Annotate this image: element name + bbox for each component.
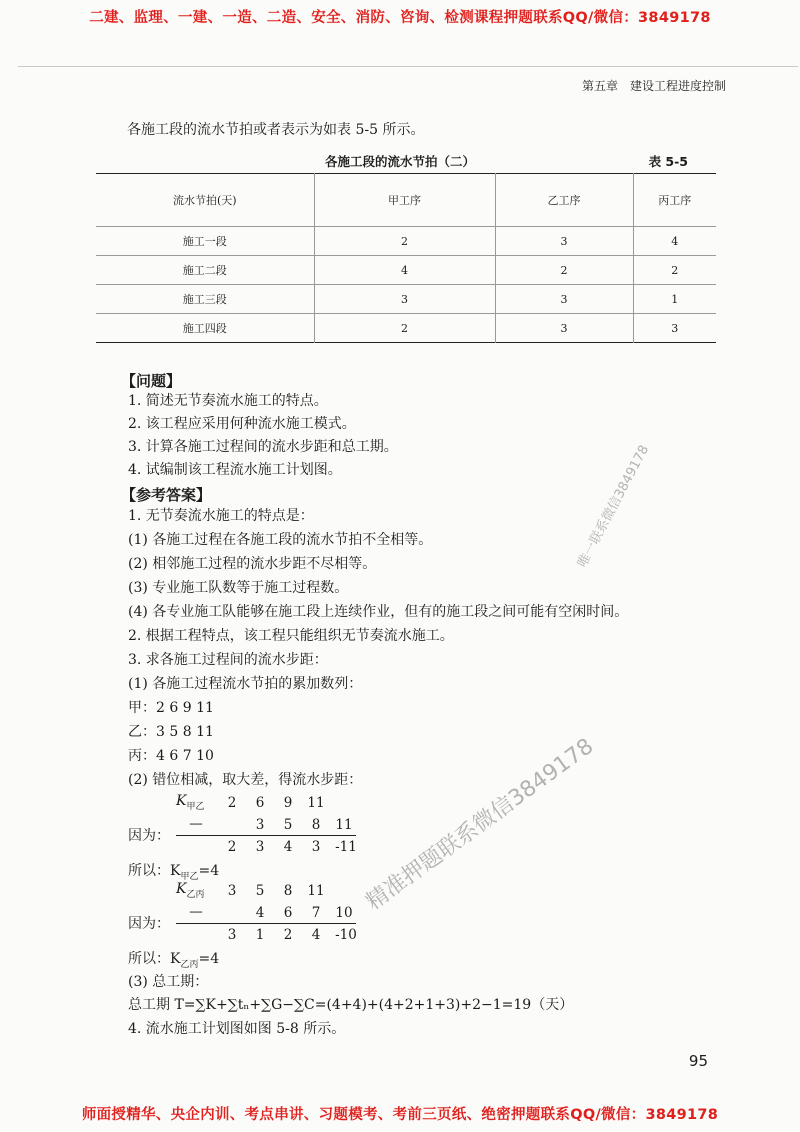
sequence-jia: 甲：2 6 9 11 (128, 700, 214, 716)
calc-minus: — (189, 816, 203, 832)
calc-result: 3 (255, 839, 265, 855)
answer-line: (1) 各施工过程流水节拍的累加数列： (128, 676, 363, 692)
table-header-row (96, 174, 716, 227)
calc-top-value: 8 (283, 883, 293, 899)
answers-heading: 【参考答案】 (121, 486, 212, 504)
answer-line: (3) 专业施工队数等于施工过程数。 (128, 580, 349, 596)
table-header-cell: 乙工序 (495, 174, 633, 227)
table-header-cell: 丙工序 (633, 174, 716, 227)
answer-last-line: 4. 流水施工计划图如图 5-8 所示。 (128, 1021, 346, 1037)
table-cell: 4 (314, 256, 495, 285)
calc-mid-value: 11 (335, 817, 353, 833)
table-cell: 2 (495, 256, 633, 285)
table-header-cell: 甲工序 (314, 174, 495, 227)
answer-line: 1. 无节奏流水施工的特点是： (128, 508, 314, 524)
table-number: 表 5-5 (648, 154, 688, 169)
intro-text: 各施工段的流水节拍或者表示为如表 5-5 所示。 (127, 122, 425, 138)
calc-result: 4 (311, 927, 321, 943)
calc-top-value: 11 (307, 883, 325, 899)
header-rule (18, 66, 798, 67)
answer-line: (4) 各专业施工队能够在施工段上连续作业，但有的施工段之间可能有空闲时间。 (128, 604, 629, 620)
sequence-yi: 乙：3 5 8 11 (128, 724, 214, 740)
table-row (96, 256, 716, 285)
calc-mid-value: 6 (283, 905, 293, 921)
sequence-bing: 丙：4 6 7 10 (128, 748, 214, 764)
answer-line: (2) 错位相减，取大差，得流水步距： (128, 772, 363, 788)
calc-result: 2 (227, 839, 237, 855)
table-cell: 3 (495, 285, 633, 314)
flow-rhythm-table (96, 173, 716, 343)
table-cell: 施工一段 (96, 227, 314, 256)
table-cell: 3 (495, 227, 633, 256)
answer-line: 3. 求各施工过程间的流水步距： (128, 652, 328, 668)
calc-mid-value: 3 (255, 817, 265, 833)
calc-top-value: 6 (255, 795, 265, 811)
calc-result: 4 (283, 839, 293, 855)
calc-minus: — (189, 904, 203, 920)
total-duration-formula: 总工期 T=∑K+∑tₙ+∑G−∑C=(4+4)+(4+2+1+3)+2−1=19（天） (128, 997, 574, 1013)
calc-result: -11 (335, 839, 357, 855)
calc-label: $K_{甲乙}$ (176, 793, 205, 812)
calc-top-value: 5 (255, 883, 265, 899)
answer-line: (2) 相邻施工过程的流水步距不尽相等。 (128, 556, 377, 572)
answer-line: (1) 各施工过程在各施工段的流水节拍不全相等。 (128, 532, 433, 548)
calc-top-value: 11 (307, 795, 325, 811)
questions-heading: 【问题】 (121, 372, 182, 390)
table-row (96, 314, 716, 343)
calc-top-value: 9 (283, 795, 293, 811)
question-item: 4. 试编制该工程流水施工计划图。 (128, 462, 342, 478)
table-header-cell: 流水节拍(天) (172, 194, 237, 207)
table-title: 各施工段的流水节拍（二） (324, 154, 475, 169)
table-cell: 2 (314, 314, 495, 343)
question-item: 3. 计算各施工过程间的流水步距和总工期。 (128, 439, 398, 455)
watermark-text: 唯一联系微信3849178 (575, 442, 653, 570)
calc-mid-value: 8 (311, 817, 321, 833)
table-cell: 施工四段 (96, 314, 314, 343)
calc-mid-value: 10 (335, 905, 353, 921)
calc-mid-value: 7 (311, 905, 321, 921)
calc-so: 所以：$K_{甲乙}=4$ (128, 863, 220, 882)
calc-result: -10 (335, 927, 357, 943)
calc-because: 因为： (128, 916, 170, 932)
calc-mid-value: 4 (255, 905, 265, 921)
table-cell: 4 (633, 227, 716, 256)
question-item: 2. 该工程应采用何种流水施工模式。 (128, 416, 356, 432)
table-cell: 2 (314, 227, 495, 256)
top-banner: 二建、监理、一建、一造、二造、安全、消防、咨询、检测课程押题联系QQ/微信：3849178 (89, 10, 711, 26)
calc-mid-value: 5 (283, 817, 293, 833)
table-cell: 1 (633, 285, 716, 314)
table-cell: 3 (633, 314, 716, 343)
calc-top-value: 2 (227, 795, 237, 811)
table-row (96, 227, 716, 256)
total-duration-heading: (3) 总工期： (128, 974, 209, 990)
table-cell: 3 (314, 285, 495, 314)
table-cell: 3 (495, 314, 633, 343)
calc-so: 所以：$K_{乙丙}=4$ (128, 951, 220, 970)
watermark-text: 精准押题联系微信3849178 (361, 733, 599, 916)
calc-result: 1 (255, 927, 265, 943)
calc-rule (176, 923, 356, 924)
calc-label: $K_{乙丙}$ (176, 881, 205, 900)
page-number: 95 (688, 1052, 708, 1070)
bottom-banner: 师面授精华、央企内训、考点串讲、习题模考、考前三页纸、绝密押题联系QQ/微信：3849178 (81, 1107, 719, 1123)
calc-result: 3 (311, 839, 321, 855)
calc-result: 2 (283, 927, 293, 943)
table-cell: 施工三段 (96, 285, 314, 314)
calc-top-value: 3 (227, 883, 237, 899)
table-cell: 施工二段 (96, 256, 314, 285)
question-item: 1. 简述无节奏流水施工的特点。 (128, 393, 328, 409)
calc-rule (176, 835, 356, 836)
table-row (96, 285, 716, 314)
calc-because: 因为： (128, 828, 170, 844)
calc-result: 3 (227, 927, 237, 943)
chapter-header: 第五章 建设工程进度控制 (581, 79, 726, 93)
table-cell: 2 (633, 256, 716, 285)
answer-line: 2. 根据工程特点，该工程只能组织无节奏流水施工。 (128, 628, 454, 644)
